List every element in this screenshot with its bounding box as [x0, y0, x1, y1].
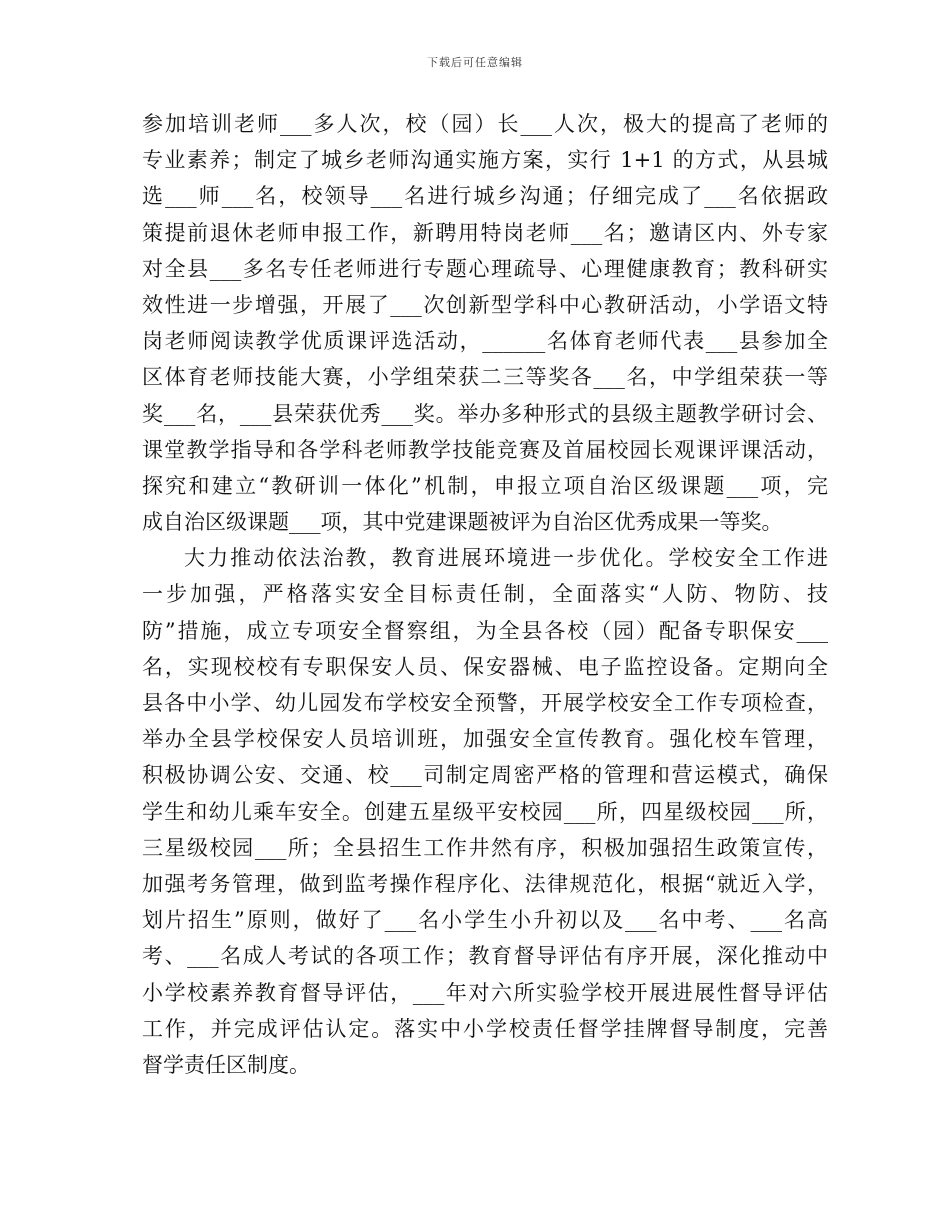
text-line: 参加培训老师___多人次，校（园）长___人次，极大的提高了老师的 [142, 112, 828, 136]
text-line: 县各中小学、幼儿园发布学校安全预警，开展学校安全工作专项检查， [142, 691, 828, 715]
text-line: 防”措施，成立专项安全督察组，为全县各校（园）配备专职保安___ [142, 618, 828, 643]
text-line: 举办全县学校保安人员培训班，加强安全宣传教育。强化校车管理， [142, 727, 828, 752]
text-line: 选___师___名，校领导___名进行城乡沟通；仔细完成了___名依据政 [142, 184, 828, 209]
text-line: 专业素养；制定了城乡老师沟通实施方案，实行 1+1 的方式，从县城 [142, 148, 828, 173]
text-line: 岗老师阅读教学优质课评选活动，______名体育老师代表___县参加全 [142, 329, 828, 354]
text-line: 策提前退休老师申报工作，新聘用特岗老师___名；邀请区内、外专家 [142, 220, 828, 245]
text-line: 考、___名成人考试的各项工作；教育督导评估有序开展，深化推动中 [142, 944, 828, 969]
paragraph-2 [142, 540, 828, 1083]
text-line: 工作，并完成评估认定。落实中小学校责任督学挂牌督导制度，完善 [142, 1016, 828, 1041]
text-line: 加强考务管理，做到监考操作程序化、法律规范化，根据“就近入学， [142, 871, 828, 896]
text-line: 区体育老师技能大赛，小学组荣获二三等奖各___名，中学组荣获一等 [142, 365, 828, 390]
text-line: 学生和幼儿乘车安全。创建五星级平安校园___所，四星级校园___所， [142, 799, 828, 824]
text-line: 名，实现校校有专职保安人员、保安器械、电子监控设备。定期向全 [142, 654, 828, 679]
text-line: 大力推动依法治教，教育进展环境进一步优化。学校安全工作进 [184, 546, 828, 571]
text-line: 效性进一步增强，开展了___次创新型学科中心教研活动，小学语文特 [142, 292, 828, 317]
text-line: 小学校素养教育督导评估，___年对六所实验学校开展进展性督导评估 [142, 980, 828, 1005]
document-body [142, 106, 828, 1083]
text-line: 划片招生”原则，做好了___名小学生小升初以及___名中考、___名高 [142, 908, 828, 933]
paragraph-1 [142, 106, 828, 540]
text-line: 课堂教学指导和各学科老师教学技能竞赛及首届校园长观课评课活动， [142, 437, 828, 462]
text-line: 一步加强，严格落实安全目标责任制，全面落实“人防、物防、技 [142, 582, 828, 607]
text-line: 奖___名，___县荣获优秀___奖。举办多种形式的县级主题教学研讨会、 [142, 401, 828, 426]
text-line: 对全县___多名专任老师进行专题心理疏导、心理健康教育；教科研实 [142, 256, 828, 281]
text-line: 三星级校园___所；全县招生工作井然有序，积极加强招生政策宣传， [142, 835, 828, 860]
text-line: 督学责任区制度。 [142, 1052, 310, 1077]
text-line: 探究和建立“教研训一体化”机制，申报立项自治区级课题___项，完 [142, 473, 828, 498]
text-line: 积极协调公安、交通、校___司制定周密严格的管理和营运模式，确保 [142, 763, 828, 788]
page-header: 下载后可任意编辑 [427, 56, 523, 69]
text-line: 成自治区级课题___项，其中党建课题被评为自治区优秀成果一等奖。 [142, 510, 783, 535]
